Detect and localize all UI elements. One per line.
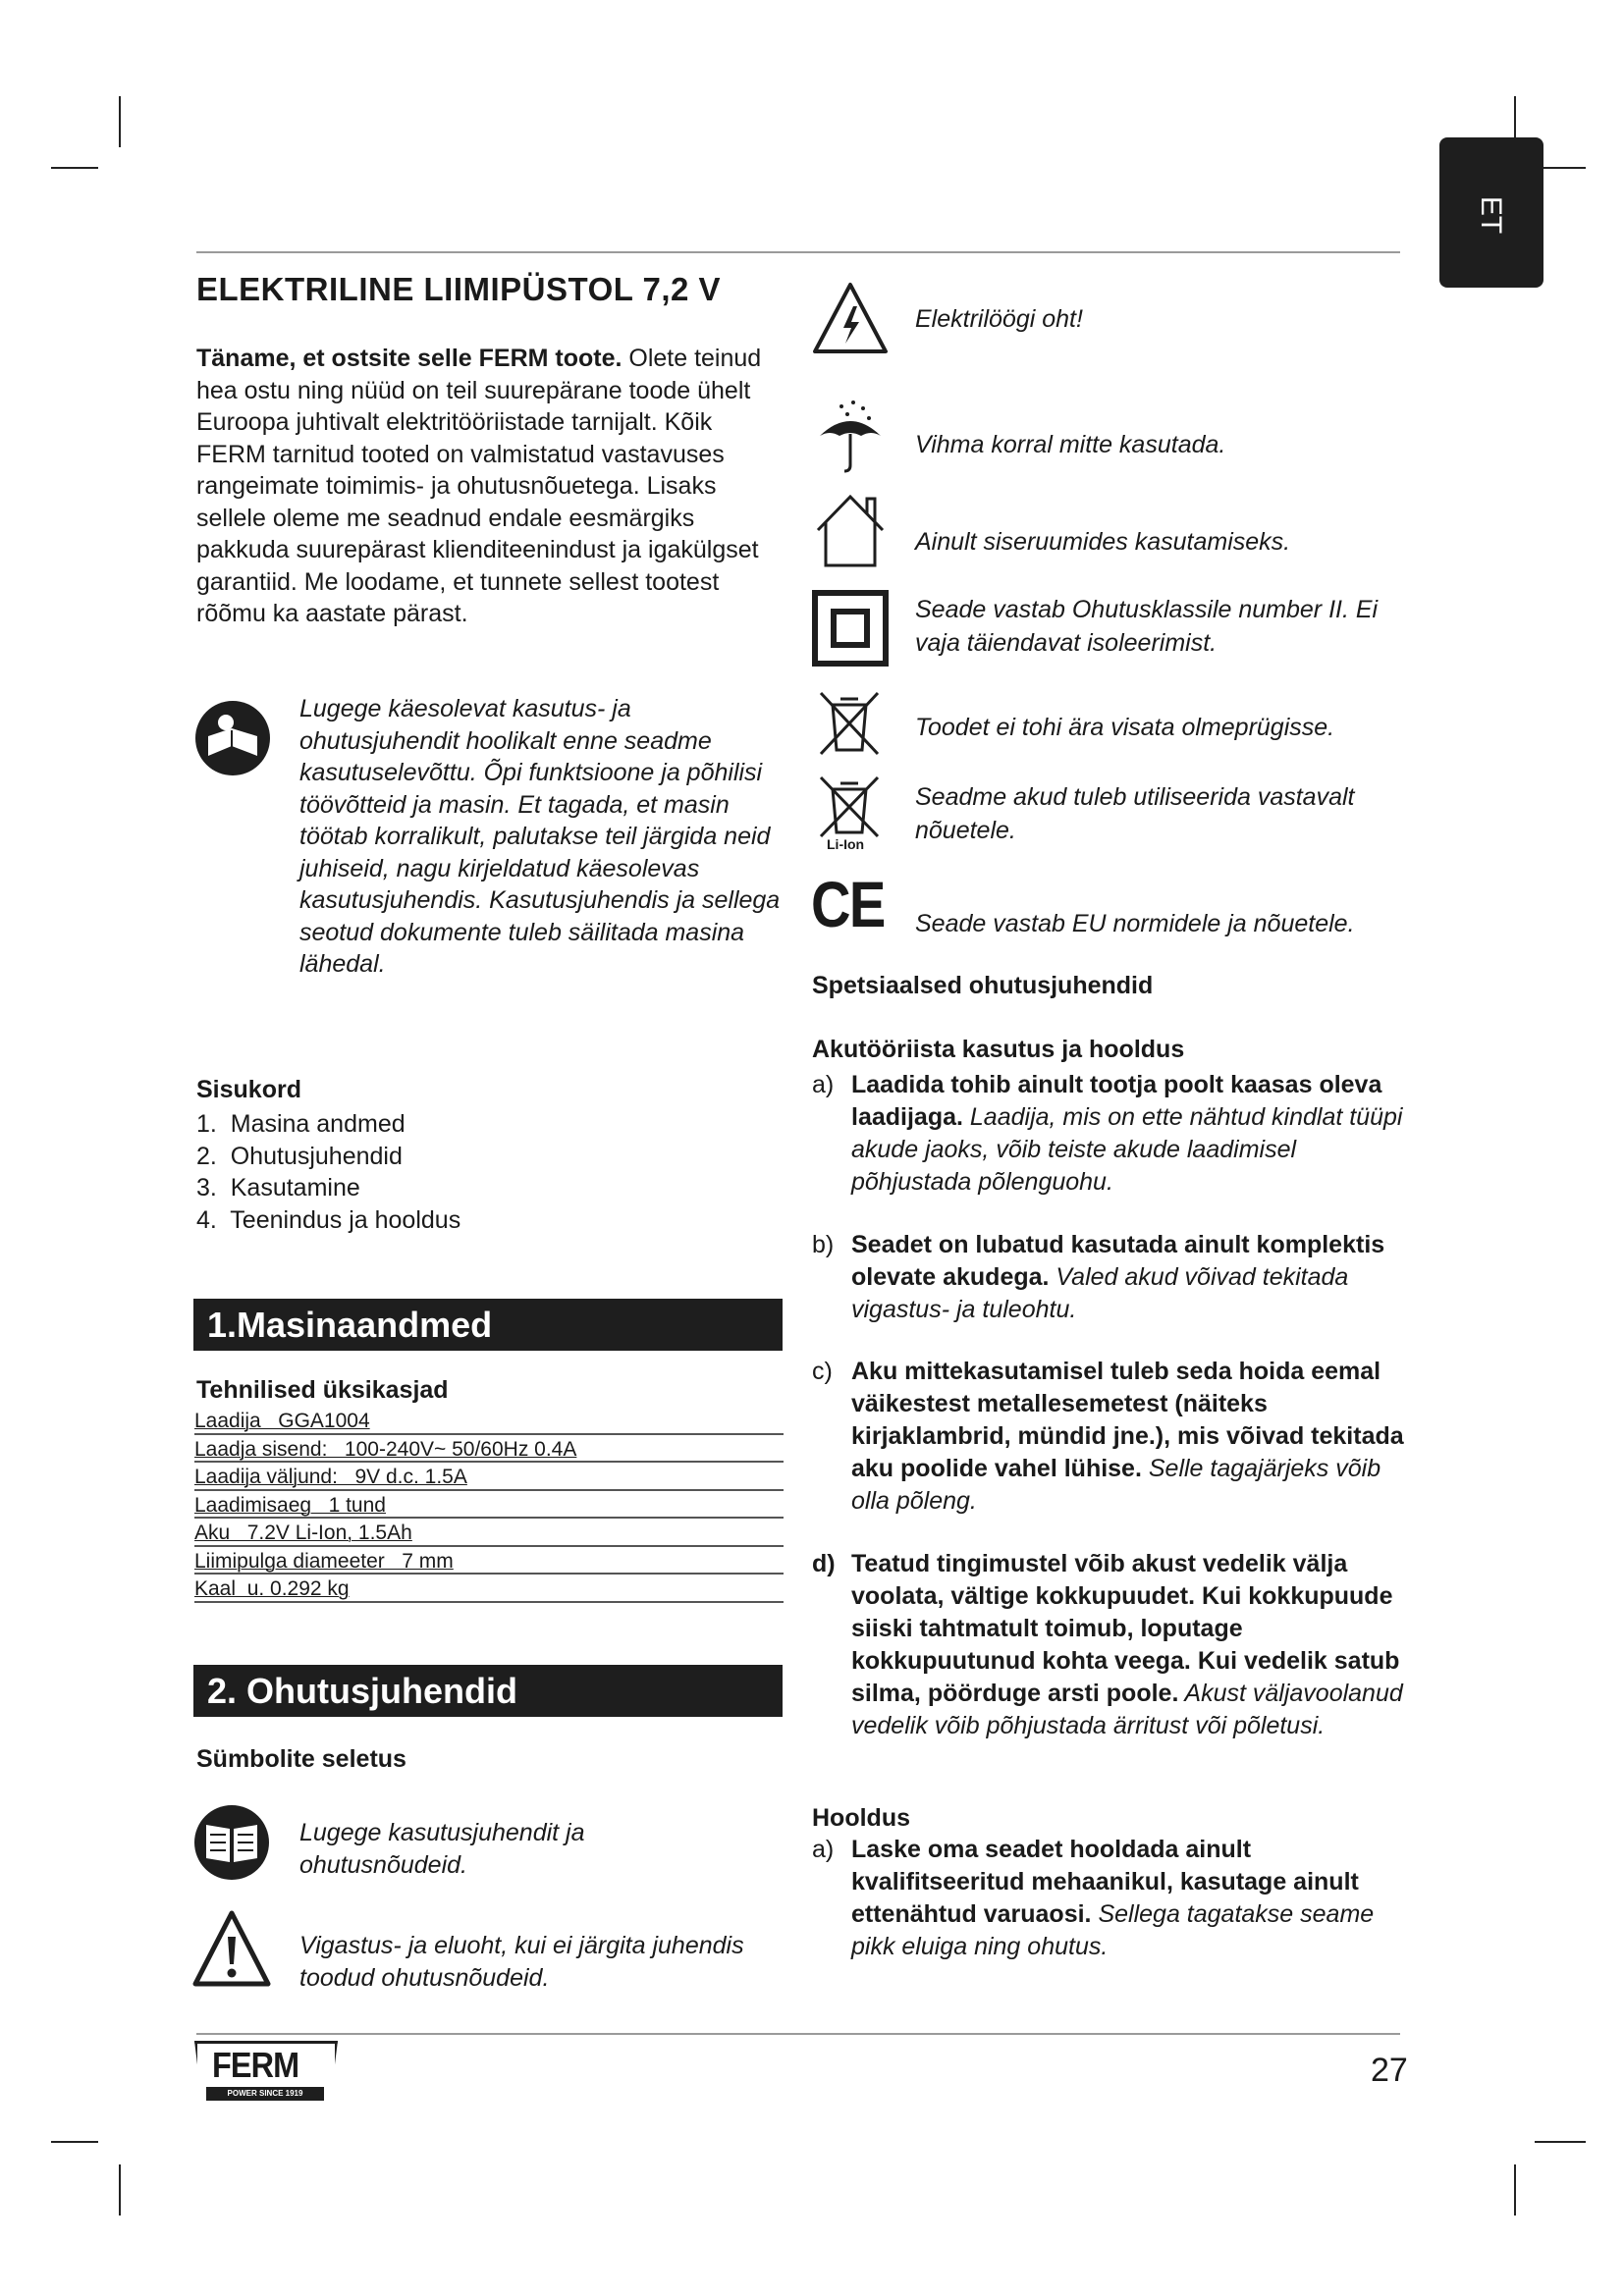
crop-mark	[51, 167, 98, 169]
item-italic: Sellega tagatakse seame pikk eluiga ning ohutus.	[851, 1900, 1375, 1960]
battery-item-a	[812, 1069, 1411, 1199]
crossed-bin-li-ion-icon	[815, 775, 884, 856]
crop-mark	[51, 2141, 98, 2143]
symbol-text: Vigastus- ja eluoht, kui ei järgita juhendis toodud ohutusnõudeid.	[299, 1932, 744, 1992]
toc-item[interactable]: 2. Ohutusjuhendid	[196, 1142, 403, 1170]
item-italic: Akust väljavoolanud vedelik võib põhjustada ärritust või põletusi.	[851, 1680, 1403, 1739]
specs-heading: Tehnilised üksikasjad	[196, 1376, 449, 1404]
intro-bold: Täname, et ostsite selle FERM toote.	[196, 345, 623, 372]
item-bold: Aku mittekasutamisel tuleb seda hoida eemal väikestest metallesemetest (näiteks kirjaklambrid, mündid jne.), mis võivad tekitada aku poolide vahel lühise.	[851, 1358, 1404, 1482]
ferm-logo-text: FERM	[212, 2045, 299, 2085]
symbols-heading: Sümbolite seletus	[196, 1745, 406, 1773]
intro-paragraph	[196, 343, 787, 630]
service-heading: Hooldus	[812, 1804, 910, 1832]
crop-mark	[1535, 2141, 1586, 2143]
intro-text: Olete teinud hea ostu ning nüüd on teil suurepärane toode ühelt Euroopa juhtivalt elektritööriistade tarnijalt. Kõik FERM tarnitud tooted on valmistatud vastavuses rangeimate toimimis- ja ohutusnõuetega. Lisaks sellele oleme me seadnud endale eesmärgiks pakkuda suurepärast klienditeenindust ja igakülgset garantiid. Me loodame, et tunnete sellest tootest rõõmu ka aastate pärast.	[196, 345, 762, 627]
specs-row: Laadija GGA1004	[194, 1407, 784, 1435]
class-ii-icon	[812, 590, 889, 671]
symbol-text: Vihma korral mitte kasutada.	[915, 431, 1226, 458]
warning-icon	[192, 1909, 271, 1993]
item-label: b)	[812, 1231, 835, 1258]
toc-heading: Sisukord	[196, 1076, 301, 1103]
service-item-a	[812, 1834, 1411, 1963]
toc-item[interactable]: 4. Teenindus ja hooldus	[196, 1205, 461, 1234]
read-notice: Lugege käesolevat kasutus- ja ohutusjuhendit hoolikalt enne seadme kasutuselevõttu. Õpi funktsioone ja põhilisi töövõtteid ja masin. Et tagada, et masin töötab korralikult, palutakse teil järgida neid juhiseid, nagu kirjeldatud käesolevas kasutusjuhendis. Kasutusjuhendis ja sellega seotud dokumente tuleb säilitada masina lähedal.	[299, 695, 781, 978]
item-label: d)	[812, 1550, 836, 1577]
item-italic: Selle tagajärjeks võib olla põleng.	[851, 1455, 1381, 1515]
specs-row: Laadimisaeg 1 tund	[194, 1491, 784, 1520]
section-banner-2: 2. Ohutusjuhendid	[193, 1665, 783, 1717]
ferm-logo	[194, 2041, 340, 2104]
ferm-logo-tagline: POWER SINCE 1919	[206, 2087, 324, 2101]
symbol-text: Ainult siseruumides kasutamiseks.	[915, 528, 1291, 556]
symbol-text: Seadme akud tuleb utiliseerida vastavalt nõuetele.	[915, 783, 1355, 844]
bottom-rule	[196, 2033, 1400, 2035]
symbol-text: Lugege kasutusjuhendit ja ohutusnõudeid.	[299, 1819, 585, 1879]
read-manual-icon	[192, 699, 273, 782]
house-icon	[812, 491, 889, 574]
battery-item-d	[812, 1548, 1411, 1742]
li-ion-badge: Li-Ion	[827, 836, 865, 852]
symbol-text: Seade vastab Ohutusklassile number II. Ei vaja täiendavat isoleerimist.	[915, 596, 1379, 657]
crop-mark	[119, 96, 121, 147]
specs-row: Aku 7.2V Li-Ion, 1.5Ah	[194, 1519, 784, 1547]
top-rule	[196, 251, 1400, 253]
item-bold: Laske oma seadet hooldada ainult kvalifitseeritud mehaanikul, kasutage ainult ettenähtud varuaosi.	[851, 1836, 1359, 1928]
toc-item[interactable]: 3. Kasutamine	[196, 1174, 360, 1201]
item-bold: Teatud tingimustel võib akust vedelik välja voolata, vältige kokkupuudet. Kui kokkupuude siiski tahtmatult toimub, loputage kokkupuutunud kohta veega. Kui vedelik satub silma, pöörduge arsti poole.	[851, 1550, 1400, 1707]
item-italic: Valed akud võivad tekitada vigastus- ja tuleohtu.	[851, 1263, 1349, 1323]
section-banner-1: 1.Masinaandmed	[193, 1299, 783, 1351]
crop-mark	[119, 2164, 121, 2216]
language-tab-label: ET	[1475, 195, 1508, 235]
specs-table	[194, 1407, 784, 1603]
item-bold: Laadida tohib ainult tootja poolt kaasas oleva laadijaga.	[851, 1071, 1382, 1131]
symbol-text: Toodet ei tohi ära visata olmeprügisse.	[915, 714, 1335, 741]
battery-item-c	[812, 1356, 1411, 1518]
toc-item[interactable]: 1. Masina andmed	[196, 1110, 406, 1138]
page-title: ELEKTRILINE LIIMIPÜSTOL 7,2 V	[196, 271, 722, 307]
toc-list	[196, 1108, 460, 1236]
electric-shock-icon	[812, 281, 889, 360]
crop-mark	[1514, 2164, 1516, 2216]
battery-item-b	[812, 1229, 1411, 1326]
symbol-text: Elektrilöögi oht!	[915, 305, 1083, 333]
crossed-bin-icon	[815, 689, 884, 763]
read-manual-icon	[192, 1803, 271, 1887]
item-bold: Seadet on lubatud kasutada ainult komplektis olevate akudega.	[851, 1231, 1385, 1291]
item-label: c)	[812, 1358, 833, 1385]
symbol-text: Seade vastab EU normidele ja nõuetele.	[915, 910, 1355, 937]
ce-mark: CE	[811, 868, 885, 940]
special-heading: Spetsiaalsed ohutusjuhendid	[812, 972, 1154, 999]
battery-heading: Akutööriista kasutus ja hooldus	[812, 1036, 1185, 1063]
specs-row: Laadja sisend: 100-240V~ 50/60Hz 0.4A	[194, 1435, 784, 1464]
page-number: 27	[1371, 2052, 1408, 2089]
item-italic: Laadija, mis on ette nähtud kindlat tüüpi akude jaoks, võib teiste akude laadimisel põhjustada põlenguohu.	[851, 1103, 1403, 1196]
specs-row: Kaal u. 0.292 kg	[194, 1575, 784, 1603]
specs-row: Laadija väljund: 9V d.c. 1.5A	[194, 1463, 784, 1491]
item-label: a)	[812, 1071, 835, 1098]
language-tab	[1439, 137, 1543, 288]
specs-row: Liimipulga diameeter 7 mm	[194, 1547, 784, 1575]
umbrella-rain-icon	[812, 397, 889, 480]
ce-mark-icon	[811, 868, 897, 940]
item-label: a)	[812, 1836, 835, 1863]
